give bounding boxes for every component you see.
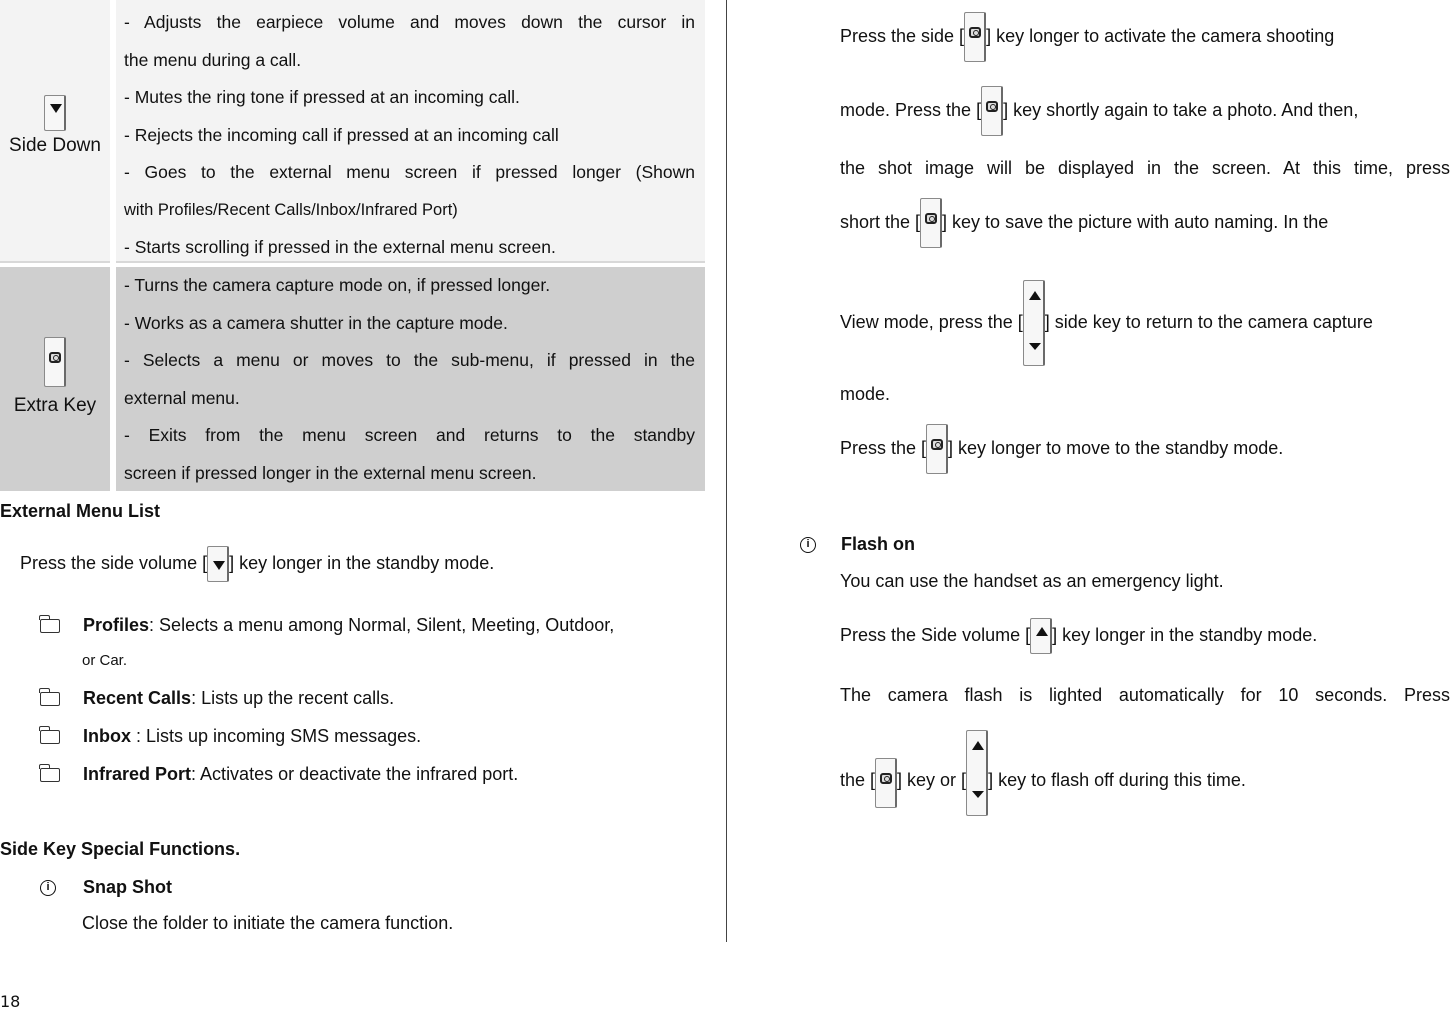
desc-line: - Turns the camera capture mode on, if pressed longer.	[124, 275, 551, 295]
desc-line: - Works as a camera shutter in the capture mode.	[124, 312, 508, 333]
menu-term: Inbox	[83, 726, 132, 746]
menu-text: : Lists up the recent calls.	[191, 688, 395, 708]
desc-line: - Adjusts the earpiece volume and moves down the cursor in	[124, 12, 695, 32]
up-arrow-key-icon	[966, 730, 988, 816]
camera-key-icon	[964, 12, 986, 62]
key-description	[116, 0, 705, 263]
para-line: You can use the handset as an emergency light.	[840, 571, 1224, 591]
para-line	[840, 730, 1450, 816]
desc-line: - Starts scrolling if pressed in the external menu screen.	[124, 237, 556, 257]
camera-key-icon	[44, 337, 66, 387]
desc-line: - Exits from the menu screen and returns to the standby	[124, 425, 695, 445]
menu-term: Profiles	[83, 615, 150, 635]
camera-key-icon	[875, 758, 897, 808]
info-icon: i	[40, 880, 56, 896]
desc-line: external menu.	[124, 387, 240, 408]
menu-term: Recent Calls	[83, 688, 192, 708]
snap-shot-text: Close the folder to initiate the camera function.	[82, 913, 454, 933]
down-arrow-key-icon	[207, 546, 229, 582]
para-line: mode.	[840, 384, 891, 404]
desc-line: with Profiles/Recent Calls/Inbox/Infrared Port)	[124, 200, 458, 219]
para-line	[840, 618, 1450, 654]
key-cell-side-down	[0, 0, 110, 263]
section-heading-external-menu: External Menu List	[0, 501, 161, 521]
flash-on-heading	[800, 534, 915, 555]
text: Press the side [	[840, 25, 965, 46]
folder-icon	[40, 768, 60, 782]
external-menu-intro	[20, 546, 494, 582]
menu-item-cont: or Car.	[82, 652, 128, 669]
snap-shot-title: Snap Shot	[83, 877, 173, 897]
para-line	[840, 280, 1450, 366]
text: ] key longer in the standby mode.	[1052, 624, 1318, 645]
desc-line: - Goes to the external menu screen if pressed longer (Shown	[124, 162, 695, 182]
text: ] key to save the picture with auto naming. In the	[942, 211, 1329, 232]
desc-line: - Rejects the incoming call if pressed at an incoming call	[124, 124, 559, 145]
info-icon: i	[800, 537, 816, 553]
menu-item-infrared-port	[40, 764, 518, 785]
section-heading-side-key: Side Key Special Functions.	[0, 839, 241, 859]
text: ] key or [	[897, 770, 967, 790]
menu-item-profiles	[40, 615, 614, 636]
para-line: the shot image will be displayed in the screen. At this time, press	[840, 158, 1450, 178]
text: mode. Press the [	[840, 99, 982, 120]
column-divider	[726, 0, 727, 942]
para-line: The camera flash is lighted automatically for 10 seconds. Press	[840, 685, 1450, 705]
down-arrow-key-icon	[44, 95, 66, 131]
flash-on-title: Flash on	[841, 534, 916, 554]
menu-text: : Activates or deactivate the infrared port.	[191, 764, 519, 784]
text: ] key shortly again to take a photo. And then,	[1003, 99, 1359, 120]
text: ] side key to return to the camera capture	[1044, 311, 1373, 332]
desc-line: - Mutes the ring tone if pressed at an incoming call.	[124, 87, 520, 107]
camera-key-icon	[981, 86, 1003, 136]
desc-line: - Selects a menu or moves to the sub-menu, if pressed in the	[124, 350, 695, 370]
snap-shot-heading	[40, 877, 172, 898]
text: Press the [	[840, 437, 927, 458]
intro-text: ] key longer in the standby mode.	[229, 552, 495, 573]
desc-line: screen if pressed longer in the external menu screen.	[124, 462, 537, 483]
page-number: 18	[0, 992, 21, 1010]
text: ] key longer to move to the standby mode.	[948, 437, 1284, 458]
para-line	[840, 86, 1450, 136]
camera-key-icon	[920, 198, 942, 248]
menu-term: Infrared Port	[83, 764, 192, 784]
folder-icon	[40, 619, 60, 633]
folder-icon	[40, 692, 60, 706]
up-arrow-key-icon	[1030, 618, 1052, 654]
text: View mode, press the [	[840, 311, 1023, 332]
key-label: Extra Key	[13, 395, 97, 416]
para-line	[840, 198, 1450, 248]
text: ] key to flash off during this time.	[988, 770, 1246, 790]
menu-item-recent-calls	[40, 688, 394, 709]
text: short the [	[840, 211, 921, 232]
intro-text: Press the side volume [	[20, 552, 208, 573]
key-label: Side Down	[9, 135, 101, 156]
text: the [	[840, 770, 876, 790]
text: ] key longer to activate the camera shooting	[986, 25, 1335, 46]
text: Press the Side volume [	[840, 624, 1031, 645]
camera-key-icon	[926, 424, 948, 474]
up-arrow-key-icon	[1023, 280, 1045, 366]
para-line	[840, 12, 1450, 62]
para-line	[840, 424, 1450, 474]
key-description	[116, 267, 705, 491]
key-cell-extra-key	[0, 267, 110, 491]
folder-icon	[40, 730, 60, 744]
menu-text: : Lists up incoming SMS messages.	[131, 726, 422, 746]
menu-item-inbox	[40, 726, 421, 747]
desc-line: the menu during a call.	[124, 49, 302, 70]
menu-text: : Selects a menu among Normal, Silent, Meeting, Outdoor,	[149, 615, 615, 635]
